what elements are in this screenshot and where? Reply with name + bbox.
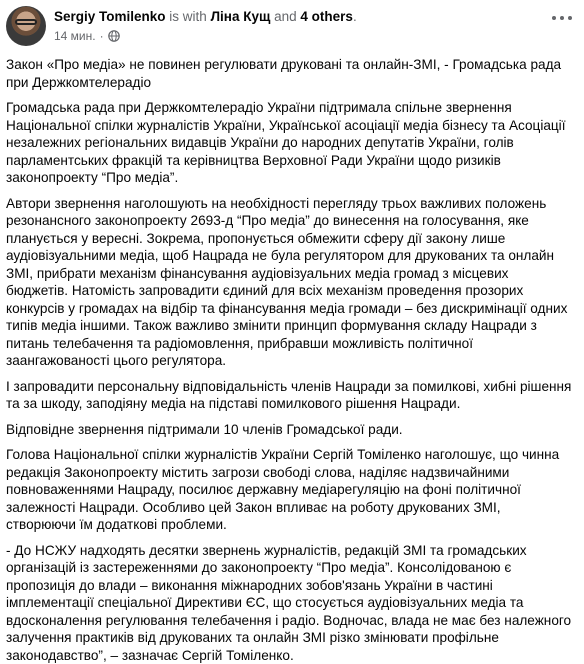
period-text: .: [353, 9, 357, 24]
post-meta: [54, 8, 357, 44]
tagged-person-link[interactable]: Ліна Кущ: [211, 9, 271, 24]
author-avatar[interactable]: [6, 6, 46, 46]
timestamp-line: [54, 28, 357, 44]
post-paragraph: Автори звернення наголошують на необхідності перегляду трьох важливих положень резонансного законопроекту 2693-д “Про медіа” до винесення на голосування, яке планується у вересні. Зокрема, пропонується обмежити сферу дії закону лише аудіовізуальними медіа, щоб Нацрада не була регулятором для друкованих та онлайн ЗМІ, прибрати механізм фінансування аудіовізуальних медіа громад з місцевих бюджетів. Натомість запровадити єдиний для всіх механізм проведення прозорих конкурсів у громадах на відбір та фінансування медіа громади – без дискримінації одних типів медіа іншими. Також важливо змінити принцип формування складу Нацради з питань телебачення та радіомовлення, прибравши можливість політичної заангажованості цього регулятора.: [6, 195, 574, 370]
post-paragraph: Відповідне звернення підтримали 10 членів Громадської ради.: [6, 421, 574, 439]
tagged-others-link[interactable]: 4 others: [300, 9, 353, 24]
avatar-glasses: [15, 19, 37, 25]
with-text: is with: [169, 9, 207, 24]
more-options-icon[interactable]: [548, 8, 576, 28]
and-text: and: [274, 9, 297, 24]
post-paragraph: Закон «Про медіа» не повинен регулювати друковані та онлайн-ЗМІ, - Громадська рада при Держкомтелерадіо: [6, 56, 574, 91]
author-name-link[interactable]: Sergiy Tomilenko: [54, 9, 166, 24]
post-paragraph: Голова Національної спілки журналістів України Сергій Томіленко наголошує, що чинна редакція Законопроекту містить загрози свободі слова, наділяє надзвичайними повноваженнями Нацраду, посилює державну медіарегуляцію на фоні політичної залежності Нацради. Особливо цей Закон впливає на роботу друкованих ЗМІ, створюючи їм додаткові проблеми.: [6, 446, 574, 534]
post-timestamp-link[interactable]: 14 мин.: [54, 28, 96, 44]
author-line: [54, 8, 357, 26]
separator-dot: ·: [100, 28, 104, 44]
post-body: [6, 56, 574, 664]
globe-icon: [108, 30, 120, 42]
post-paragraph: - До НСЖУ надходять десятки звернень журналістів, редакцій ЗМІ та громадських організацій із застереженнями до законопроекту “Про медіа”. Консолідованою є пропозиція до влади – виконання міжнародних зобов'язань України в частині імплементації спеціальної Директиви ЄС, що стосується аудіовізуальних медіа та вдосконалення регулювання телебачення і радіо. Водночас, влада не має без належного залучення практиків від друкованих та онлайн ЗМІ різко змінювати профільне законодавство”, – зазначає Сергій Томіленко.: [6, 542, 574, 664]
post-header: [6, 6, 574, 54]
post-paragraph: Громадська рада при Держкомтелерадіо України підтримала спільне звернення Національної спілки журналістів України, Української асоціації медіа бізнесу та Асоціації незалежних регіональних видавців України до народних депутатів України, голів парламентських фракцій та керівництва Верховної Ради України щодо ризиків законопроекту “Про медіа”.: [6, 99, 574, 187]
post-paragraph: І запровадити персональну відповідальність членів Нацради за помилкові, хибні рішення та за шкоду, заподіяну медіа на підставі помилкового рішення Нацради.: [6, 378, 574, 413]
